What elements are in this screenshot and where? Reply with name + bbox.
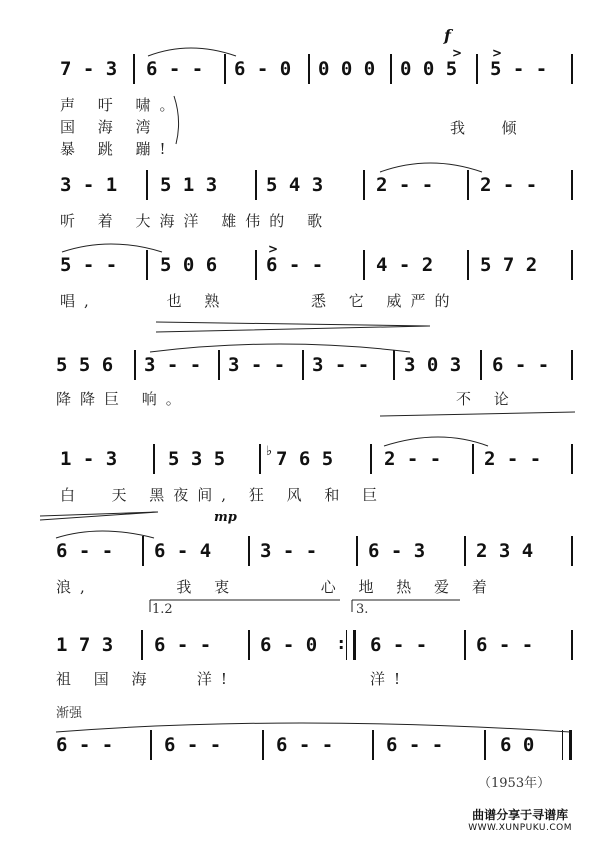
barline — [248, 536, 250, 566]
measure-2: 6 - 4 — [154, 540, 212, 562]
measure-3: 6 - - — [276, 734, 334, 756]
measure-2: 6 - - — [154, 634, 212, 656]
measure-5: 2 - - — [480, 174, 538, 196]
measure-4: 0 0 0 — [318, 58, 376, 80]
volta-1-2: 1.2 — [152, 602, 173, 617]
score-row-7 — [0, 634, 602, 670]
measure-1: 5 - - — [60, 254, 118, 276]
barline — [571, 350, 573, 380]
barline — [472, 444, 474, 474]
barline — [141, 630, 143, 660]
lyric-tail: 不 论 — [456, 390, 518, 408]
barline — [372, 730, 374, 760]
measure-5: 6 0 — [500, 734, 535, 756]
barline — [308, 54, 310, 84]
barline — [150, 730, 152, 760]
barline — [134, 350, 136, 380]
barline — [142, 536, 144, 566]
lyrics-row-6: 浪, 我 衷 心 地 热 爱 着 — [56, 578, 496, 596]
barline — [133, 54, 135, 84]
measure-2: 3 - - — [144, 354, 202, 376]
barline — [146, 170, 148, 200]
barline — [302, 350, 304, 380]
measure-4: 4 - 2 — [376, 254, 434, 276]
barline — [356, 536, 358, 566]
barline — [153, 444, 155, 474]
measure-4: 2 - - — [384, 448, 442, 470]
score-row-2 — [0, 174, 602, 210]
measure-6: 6 - - — [492, 354, 550, 376]
crescendo-label: 渐强 — [56, 706, 83, 721]
barline — [484, 730, 486, 760]
barline — [390, 54, 392, 84]
repeat-dots: : — [338, 634, 345, 653]
measure-1: 6 - - — [56, 540, 114, 562]
score-row-3 — [0, 254, 602, 290]
accent-mark: > — [268, 242, 279, 256]
barline — [248, 630, 250, 660]
barline — [464, 536, 466, 566]
measure-3: 7 6 5 — [276, 448, 334, 470]
measure-1: 5 5 6 — [56, 354, 114, 376]
measure-1: 1 - 3 — [60, 448, 118, 470]
measure-3: 3 - - — [260, 540, 318, 562]
barline — [480, 350, 482, 380]
barline — [255, 250, 257, 280]
measure-5: 6 - - — [476, 634, 534, 656]
score-row-6 — [0, 540, 602, 576]
lyric-tail: 我 倾 — [450, 119, 526, 137]
repeat-barline — [346, 630, 356, 660]
measure-3: 6 - - — [266, 254, 324, 276]
barline — [370, 444, 372, 474]
lyric-tail: 洋! — [370, 670, 410, 688]
measure-3: 5 4 3 — [266, 174, 324, 196]
measure-3: 6 - 0 — [260, 634, 318, 656]
dynamic-forte: f — [444, 26, 451, 45]
watermark-footer — [468, 806, 572, 833]
score-row-8 — [0, 734, 602, 770]
barline — [476, 54, 478, 84]
measure-4: 6 - - — [386, 734, 444, 756]
measure-1: 6 - - — [56, 734, 114, 756]
volta-3: 3. — [356, 602, 369, 617]
lyric-stanza-1: 声 吁 啸。 — [60, 96, 184, 114]
measure-2: 5 0 6 — [160, 254, 218, 276]
measure-2: 5 3 5 — [168, 448, 226, 470]
final-barline — [562, 730, 572, 760]
barline — [571, 170, 573, 200]
barline — [224, 54, 226, 84]
measure-5: 2 - - — [484, 448, 542, 470]
barline — [255, 170, 257, 200]
measure-6: 5 - - — [490, 58, 548, 80]
measure-5: 2 3 4 — [476, 540, 534, 562]
score-row-4 — [0, 354, 602, 390]
measure-1: 3 - 1 — [60, 174, 118, 196]
measure-5: 5 7 2 — [480, 254, 538, 276]
barline — [259, 444, 261, 474]
measure-1: 7 - 3 — [60, 58, 118, 80]
measure-5: 0 0 5 — [400, 58, 458, 80]
lyric-stanza-2: 国 海 湾 — [60, 118, 160, 136]
measure-4: 6 - - — [370, 634, 428, 656]
score-row-5 — [0, 444, 602, 484]
measure-2: 6 - - — [164, 734, 222, 756]
lyrics-row-5: 白 天 黑夜间, 狂 风 和 巨 — [60, 486, 387, 504]
footer-site-name: 曲谱分享于寻谱库 — [472, 808, 569, 822]
barline — [218, 350, 220, 380]
measure-2: 5 1 3 — [160, 174, 218, 196]
accent-mark: > — [492, 46, 503, 60]
barline — [571, 536, 573, 566]
measure-3: 3 - - — [228, 354, 286, 376]
measure-1: 1 7 3 — [56, 634, 114, 656]
measure-4: 2 - - — [376, 174, 434, 196]
measure-2: 6 - - — [146, 58, 204, 80]
lyrics-row-4: 降降巨 响。 — [56, 390, 190, 408]
measure-4: 6 - 3 — [368, 540, 426, 562]
measure-4: 3 - - — [312, 354, 370, 376]
lyric-stanza-3: 暴 跳 蹦! — [60, 140, 175, 158]
barline — [363, 170, 365, 200]
barline — [262, 730, 264, 760]
flat-sign: ♭ — [266, 444, 273, 459]
composition-date: （1953年） — [478, 776, 551, 791]
measure-3: 6 - 0 — [234, 58, 292, 80]
lyrics-row-7: 祖 国 海 洋! — [56, 670, 236, 688]
lyrics-row-2: 听 着 大海洋 雄伟的 歌 — [60, 212, 332, 230]
barline — [363, 250, 365, 280]
dynamic-mezzo-piano: mp — [214, 510, 237, 525]
barline — [467, 170, 469, 200]
barline — [571, 444, 573, 474]
lyrics-row-3: 唱, 也 熟 悉 它 威严的 — [60, 292, 459, 310]
barline — [464, 630, 466, 660]
barline — [571, 250, 573, 280]
barline — [571, 630, 573, 660]
footer-site-url: WWW.XUNPUKU.COM — [468, 823, 572, 833]
score-row-1 — [0, 58, 602, 94]
barline — [146, 250, 148, 280]
barline — [571, 54, 573, 84]
barline — [393, 350, 395, 380]
measure-5: 3 0 3 — [404, 354, 462, 376]
barline — [467, 250, 469, 280]
accent-mark: > — [452, 46, 463, 60]
